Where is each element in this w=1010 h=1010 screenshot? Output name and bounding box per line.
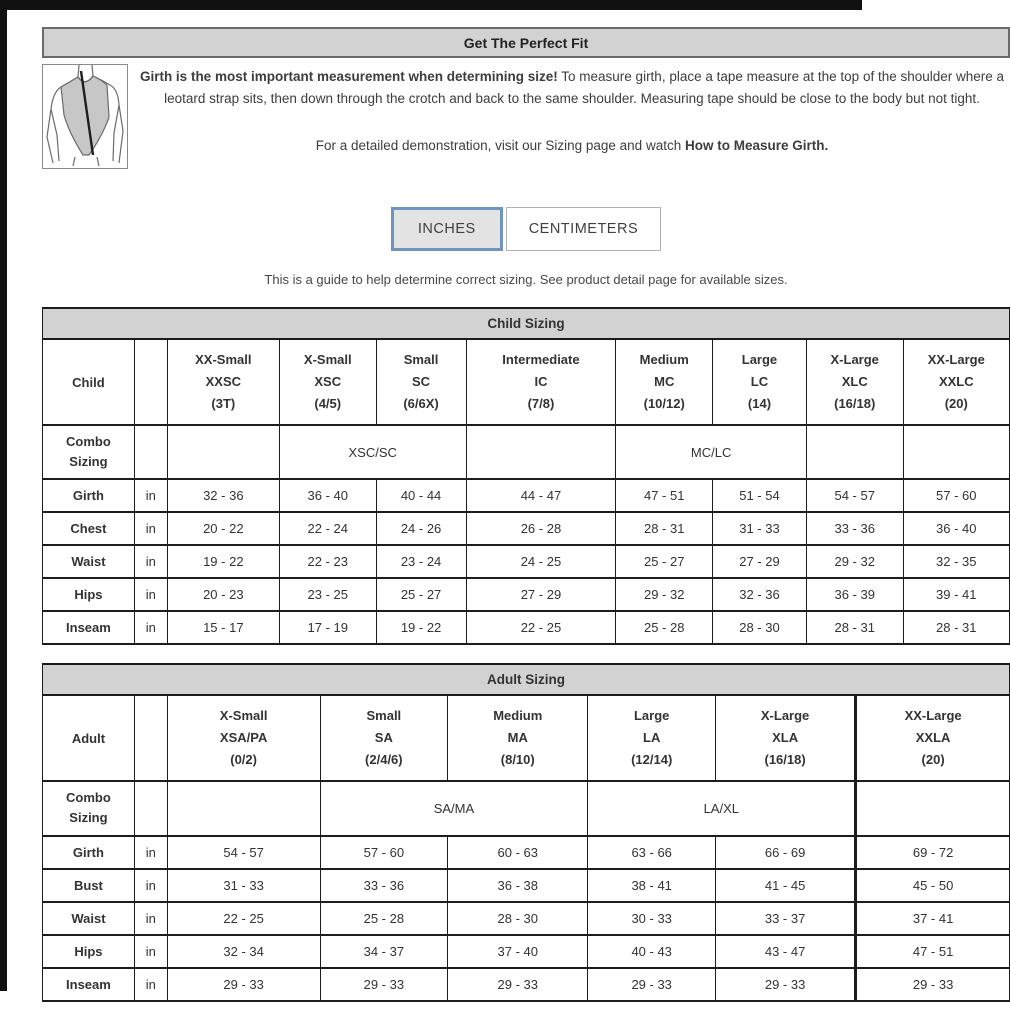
column-header-line: XLA [772,730,799,746]
demo-note-text: For a detailed demonstration, visit our Sizing page and watch [315,137,685,153]
column-header-line: IC [534,373,548,389]
column-header-line: (16/18) [764,752,806,768]
size-range-cell: 29 - 33 [320,968,448,1001]
column-header-xsa-pa [167,695,320,781]
group-label: Child [43,339,135,425]
column-header-line: XX-Large [927,351,985,367]
size-range-cell: 29 - 33 [716,968,856,1001]
size-range-cell: 28 - 31 [806,611,903,644]
size-range-cell: 24 - 25 [466,545,616,578]
intro-text-block [128,64,1010,169]
column-header-line: (6/6X) [403,396,439,412]
combo-value: LA/XL [588,781,856,835]
size-range-cell: 57 - 60 [320,836,448,869]
column-header-xla [716,695,856,781]
column-header-line: XX-Small [195,351,252,367]
column-header-line: Intermediate [502,351,580,367]
size-range-cell: 69 - 72 [856,836,1010,869]
row-label-chest: Chest [43,512,135,545]
row-label-waist: Waist [43,545,135,578]
combo-empty-cell [167,781,320,835]
girth-instructions-lead: Girth is the most important measurement when determining size! [139,69,558,84]
column-header-ma [448,695,588,781]
row-label-hips: Hips [43,935,135,968]
size-range-cell: 29 - 32 [616,578,713,611]
column-header-line: Medium [493,708,543,724]
combo-empty-cell [466,425,616,479]
size-range-cell: 54 - 57 [806,479,903,512]
column-header-line: XXLA [915,730,951,746]
demo-note-bold: How to Measure Girth. [684,137,829,153]
row-label-girth: Girth [43,479,135,512]
size-range-cell: 28 - 30 [448,902,588,935]
size-range-cell: 27 - 29 [466,578,616,611]
size-range-cell: 63 - 66 [588,836,716,869]
combo-sizing-label: Combo Sizing [43,781,135,835]
column-header-line: SA [374,730,393,746]
adult-sizing-table [42,663,1010,1001]
size-range-cell: 29 - 33 [167,968,320,1001]
column-header-line: X-Large [830,351,879,367]
girth-instructions-body: To measure girth, place a tape measure at the top of the shoulder where a leotard strap sits, then down through the crotch and back to the same shoulder. Measuring tape should be close to the body but not tight. [164,69,1005,107]
size-range-cell: 41 - 45 [716,869,856,902]
column-header-la [588,695,716,781]
demo-note [138,138,1006,153]
unit-column-header [134,695,167,781]
size-range-cell: 22 - 25 [167,902,320,935]
column-header-line: XX-Large [904,708,962,724]
size-range-cell: 40 - 44 [376,479,466,512]
column-header-line: X-Large [760,708,810,724]
column-header-line: Large [633,708,670,724]
combo-empty-cell [903,425,1009,479]
child-sizing-title: Child Sizing [43,308,1010,339]
size-range-cell: 31 - 33 [713,512,807,545]
size-range-cell: 20 - 23 [167,578,279,611]
size-range-cell: 32 - 34 [167,935,320,968]
size-range-cell: 17 - 19 [279,611,376,644]
size-range-cell: 36 - 39 [806,578,903,611]
combo-value: SA/MA [320,781,588,835]
size-range-cell: 27 - 29 [713,545,807,578]
unit-cell: in [134,611,167,644]
column-header-line: X-Small [219,708,268,724]
unit-cell: in [134,512,167,545]
size-range-cell: 54 - 57 [167,836,320,869]
column-header-line: X-Small [303,351,352,367]
leotard-shape [61,76,109,155]
size-range-cell: 22 - 23 [279,545,376,578]
size-range-cell: 43 - 47 [716,935,856,968]
column-header-line: Medium [639,351,689,367]
child-sizing-section [42,307,1010,645]
size-range-cell: 15 - 17 [167,611,279,644]
column-header-line: MA [507,730,528,746]
row-label-hips: Hips [43,578,135,611]
row-label-inseam: Inseam [43,611,135,644]
size-range-cell: 66 - 69 [716,836,856,869]
column-header-line: (20) [944,396,968,412]
column-header-line: Large [741,351,778,367]
column-header-xxsc [167,339,279,425]
page-title: Get The Perfect Fit [42,27,1010,58]
size-range-cell: 25 - 28 [320,902,448,935]
column-header-line: XXSC [205,373,242,389]
size-range-cell: 30 - 33 [588,902,716,935]
column-header-line: XLC [841,373,868,389]
column-header-line: (2/4/6) [365,752,403,768]
unit-cell: in [134,869,167,902]
unit-cell: in [134,935,167,968]
size-range-cell: 22 - 24 [279,512,376,545]
size-range-cell: 51 - 54 [713,479,807,512]
size-range-cell: 60 - 63 [448,836,588,869]
column-header-line: (20) [921,752,945,768]
group-label: Adult [43,695,135,781]
unit-cell: in [134,578,167,611]
size-range-cell: 37 - 40 [448,935,588,968]
row-label-waist: Waist [43,902,135,935]
column-header-line: XSC [314,373,342,389]
column-header-mc [616,339,713,425]
size-range-cell: 57 - 60 [903,479,1009,512]
intro-section [42,64,1010,169]
column-header-line: LC [750,373,769,389]
combo-sizing-label: Combo Sizing [43,425,135,479]
column-header-xxla [856,695,1010,781]
column-header-line: Small [403,351,439,367]
column-header-line: Small [366,708,402,724]
size-range-cell: 36 - 40 [279,479,376,512]
size-range-cell: 32 - 36 [713,578,807,611]
size-range-cell: 44 - 47 [466,479,616,512]
combo-empty-cell [856,781,1010,835]
size-range-cell: 39 - 41 [903,578,1009,611]
column-header-sa [320,695,448,781]
unit-cell: in [134,479,167,512]
size-range-cell: 20 - 22 [167,512,279,545]
column-header-line: (7/8) [527,396,555,412]
size-range-cell: 28 - 30 [713,611,807,644]
size-range-cell: 31 - 33 [167,869,320,902]
column-header-line: (3T) [211,396,236,412]
column-header-line: (12/14) [631,752,673,768]
size-range-cell: 32 - 36 [167,479,279,512]
combo-empty-cell [167,425,279,479]
unit-cell: in [134,836,167,869]
column-header-line: (0/2) [230,752,257,768]
unit-cell: in [134,968,167,1001]
size-range-cell: 23 - 25 [279,578,376,611]
column-header-line: SC [412,373,431,389]
column-header-ic [466,339,616,425]
column-header-sc [376,339,466,425]
size-range-cell: 33 - 36 [320,869,448,902]
column-header-line: XXLC [938,373,974,389]
size-range-cell: 37 - 41 [856,902,1010,935]
column-header-xxlc [903,339,1009,425]
window-edge-top [0,0,862,10]
row-label-inseam: Inseam [43,968,135,1001]
unit-toggle [42,207,1010,251]
column-header-line: (14) [747,396,772,412]
size-range-cell: 47 - 51 [616,479,713,512]
size-range-cell: 36 - 40 [903,512,1009,545]
size-range-cell: 19 - 22 [167,545,279,578]
size-range-cell: 34 - 37 [320,935,448,968]
row-label-bust: Bust [43,869,135,902]
size-range-cell: 28 - 31 [616,512,713,545]
size-range-cell: 32 - 35 [903,545,1009,578]
size-range-cell: 26 - 28 [466,512,616,545]
size-range-cell: 29 - 32 [806,545,903,578]
column-header-xlc [806,339,903,425]
size-range-cell: 25 - 28 [616,611,713,644]
size-range-cell: 33 - 36 [806,512,903,545]
adult-sizing-section [42,663,1010,1001]
column-header-line: LA [643,730,661,746]
size-range-cell: 45 - 50 [856,869,1010,902]
combo-unit-cell [134,425,167,479]
size-range-cell: 28 - 31 [903,611,1009,644]
centimeters-button[interactable]: CENTIMETERS [506,207,661,251]
inches-button[interactable]: INCHES [391,207,503,251]
size-range-cell: 25 - 27 [376,578,466,611]
column-header-line: (8/10) [500,752,535,768]
size-chart-page [42,27,1010,1002]
column-header-lc [713,339,807,425]
child-sizing-table [42,307,1010,645]
window-edge-left [0,0,7,991]
unit-cell: in [134,902,167,935]
unit-column-header [134,339,167,425]
size-range-cell: 29 - 33 [448,968,588,1001]
girth-measurement-diagram [42,64,128,169]
size-range-cell: 19 - 22 [376,611,466,644]
size-range-cell: 24 - 26 [376,512,466,545]
size-range-cell: 38 - 41 [588,869,716,902]
combo-value: XSC/SC [279,425,466,479]
size-range-cell: 40 - 43 [588,935,716,968]
combo-unit-cell [134,781,167,835]
size-range-cell: 47 - 51 [856,935,1010,968]
unit-cell: in [134,545,167,578]
column-header-line: XSA/PA [219,730,268,746]
column-header-xsc [279,339,376,425]
size-range-cell: 33 - 37 [716,902,856,935]
size-range-cell: 25 - 27 [616,545,713,578]
adult-sizing-title: Adult Sizing [43,664,1010,695]
size-range-cell: 36 - 38 [448,869,588,902]
row-label-girth: Girth [43,836,135,869]
column-header-line: (16/18) [834,396,876,412]
column-header-line: (10/12) [643,396,685,412]
column-header-line: MC [654,373,675,389]
girth-instructions [138,64,1006,111]
size-range-cell: 29 - 33 [856,968,1010,1001]
leotard-figure-icon [43,65,127,168]
column-header-line: (4/5) [314,396,342,412]
combo-empty-cell [806,425,903,479]
size-range-cell: 29 - 33 [588,968,716,1001]
size-range-cell: 23 - 24 [376,545,466,578]
combo-value: MC/LC [616,425,806,479]
guide-note: This is a guide to help determine correct sizing. See product detail page for available sizes. [264,272,788,287]
size-range-cell: 22 - 25 [466,611,616,644]
